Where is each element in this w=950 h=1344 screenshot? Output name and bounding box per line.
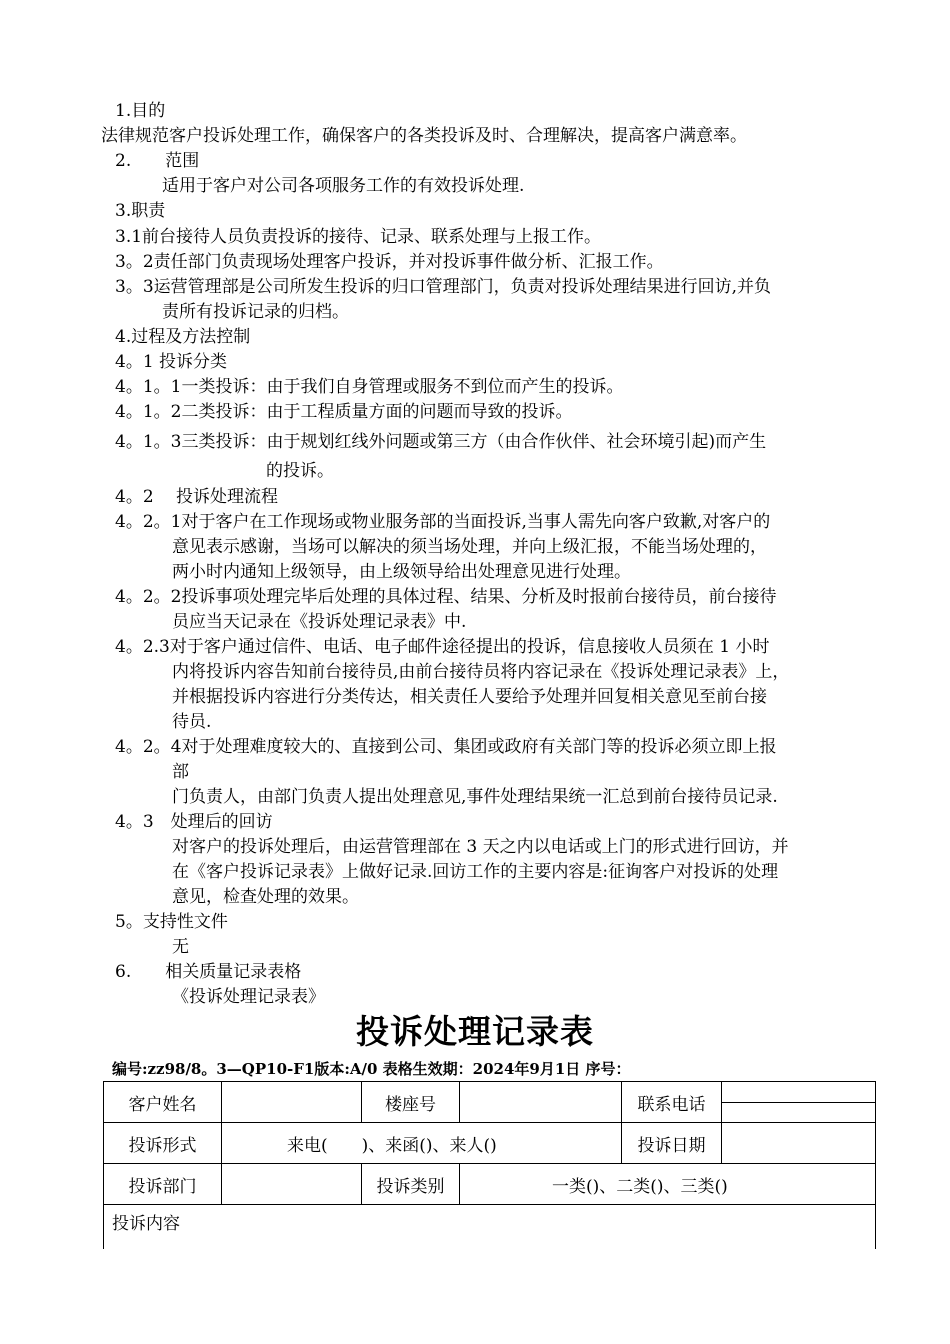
item-4-2-4-cont1: 部 — [172, 762, 189, 782]
item-4-2-3-cont3: 待员. — [172, 712, 212, 732]
section-4-heading: 4.过程及方法控制 — [115, 327, 251, 347]
section-3-heading: 3.职责 — [115, 201, 166, 221]
section-4-1-heading: 4。1 投诉分类 — [115, 352, 228, 372]
section-6-text: 《投诉处理记录表》 — [172, 987, 325, 1007]
complaint-date-label: 投诉日期 — [622, 1123, 722, 1164]
building-label: 楼座号 — [362, 1082, 460, 1123]
section-5-text: 无 — [172, 937, 189, 957]
item-4-2-2: 4。2。2投诉事项处理完毕后处理的具体过程、结果、分析及时报前台接待员，前台接待 — [115, 587, 777, 607]
scope-text: 适用于客户对公司各项服务工作的有效投诉处理. — [162, 176, 525, 196]
item-4-2-1-cont1: 意见表示感谢，当场可以解决的须当场处理，并向上级汇报，不能当场处理的， — [172, 537, 767, 557]
item-4-3-text3: 意见，检查处理的效果。 — [172, 887, 359, 907]
item-4-1-1: 4。1。1一类投诉：由于我们自身管理或服务不到位而产生的投诉。 — [115, 377, 624, 397]
purpose-text: 法律规范客户投诉处理工作，确保客户的各类投诉及时、合理解决，提高客户满意率。 — [101, 126, 747, 146]
item-4-3-text2: 在《客户投诉记录表》上做好记录.回访工作的主要内容是:征询客户对投诉的处理 — [172, 862, 779, 882]
duty-3-3-cont: 责所有投诉记录的归档。 — [162, 302, 349, 322]
item-4-3-text1: 对客户的投诉处理后，由运营管理部在 3 天之内以电话或上门的形式进行回访，并 — [172, 837, 789, 857]
item-4-2-1: 4。2。1对于客户在工作现场或物业服务部的当面投诉,当事人需先向客户致歉,对客户的 — [115, 512, 771, 532]
duty-3-2: 3。2责任部门负责现场处理客户投诉，并对投诉事件做分析、汇报工作。 — [115, 252, 664, 272]
table-row — [104, 1205, 876, 1250]
duty-3-3: 3。3运营管理部是公司所发生投诉的归口管理部门，负责对投诉处理结果进行回访,并负 — [115, 277, 772, 297]
complaint-form-options[interactable]: 来电( )、来函()、来人() — [222, 1123, 622, 1164]
customer-name-label: 客户姓名 — [104, 1082, 222, 1123]
customer-name-field[interactable] — [222, 1082, 362, 1123]
item-4-1-3: 4。1。3三类投诉：由于规划红线外问题或第三方（由合作伙伴、社会环境引起)而产生 — [115, 432, 767, 452]
item-4-1-2: 4。1。2二类投诉：由于工程质量方面的问题而导致的投诉。 — [115, 402, 573, 422]
phone-label: 联系电话 — [622, 1082, 722, 1123]
table-row — [104, 1123, 876, 1164]
section-5-heading: 5。支持性文件 — [115, 912, 228, 932]
form-meta: 编号:zz98/8。3—QP10-F1版本:A/0 表格生效期：2024年9月1日 序号： — [112, 1060, 631, 1078]
item-4-2-4: 4。2。4对于处理难度较大的、直接到公司、集团或政府有关部门等的投诉必须立即上报 — [115, 737, 777, 757]
complaint-record-table — [103, 1081, 876, 1249]
complaint-dept-label: 投诉部门 — [104, 1164, 222, 1205]
item-4-2-2-cont: 员应当天记录在《投诉处理记录表》中. — [172, 612, 467, 632]
table-row — [104, 1164, 876, 1205]
complaint-type-options[interactable]: 一类()、二类()、三类() — [460, 1164, 876, 1205]
item-4-2-3-cont1: 内将投诉内容告知前台接待员,由前台接待员将内容记录在《投诉处理记录表》上， — [172, 662, 790, 682]
complaint-type-label: 投诉类别 — [362, 1164, 460, 1205]
complaint-form-label: 投诉形式 — [104, 1123, 222, 1164]
section-1-heading: 1.目的 — [115, 101, 166, 121]
section-4-3-heading: 4。3 处理后的回访 — [115, 812, 273, 832]
section-6-heading: 6. 相关质量记录表格 — [115, 962, 302, 982]
section-2-heading: 2. 范围 — [115, 151, 200, 171]
section-4-2-heading: 4。2 投诉处理流程 — [115, 487, 279, 507]
item-4-2-3-cont2: 并根据投诉内容进行分类传达，相关责任人要给予处理并回复相关意见至前台接 — [172, 687, 767, 707]
item-4-2-3: 4。2.3对于客户通过信件、电话、电子邮件途径提出的投诉，信息接收人员须在 1 小时 — [115, 637, 770, 657]
duty-3-1: 3.1前台接待人员负责投诉的接待、记录、联系处理与上报工作。 — [115, 227, 602, 247]
complaint-date-field[interactable] — [722, 1123, 876, 1164]
complaint-content-label[interactable]: 投诉内容 — [104, 1205, 876, 1250]
phone-field[interactable] — [722, 1082, 876, 1123]
building-field[interactable] — [460, 1082, 622, 1123]
form-title: 投诉处理记录表 — [356, 1012, 594, 1051]
item-4-2-1-cont2: 两小时内通知上级领导，由上级领导给出处理意见进行处理。 — [172, 562, 631, 582]
table-row — [104, 1082, 876, 1123]
item-4-1-3-cont: 的投诉。 — [266, 461, 334, 481]
item-4-2-4-cont2: 门负责人，由部门负责人提出处理意见,事件处理结果统一汇总到前台接待员记录. — [172, 787, 778, 807]
complaint-dept-field[interactable] — [222, 1164, 362, 1205]
